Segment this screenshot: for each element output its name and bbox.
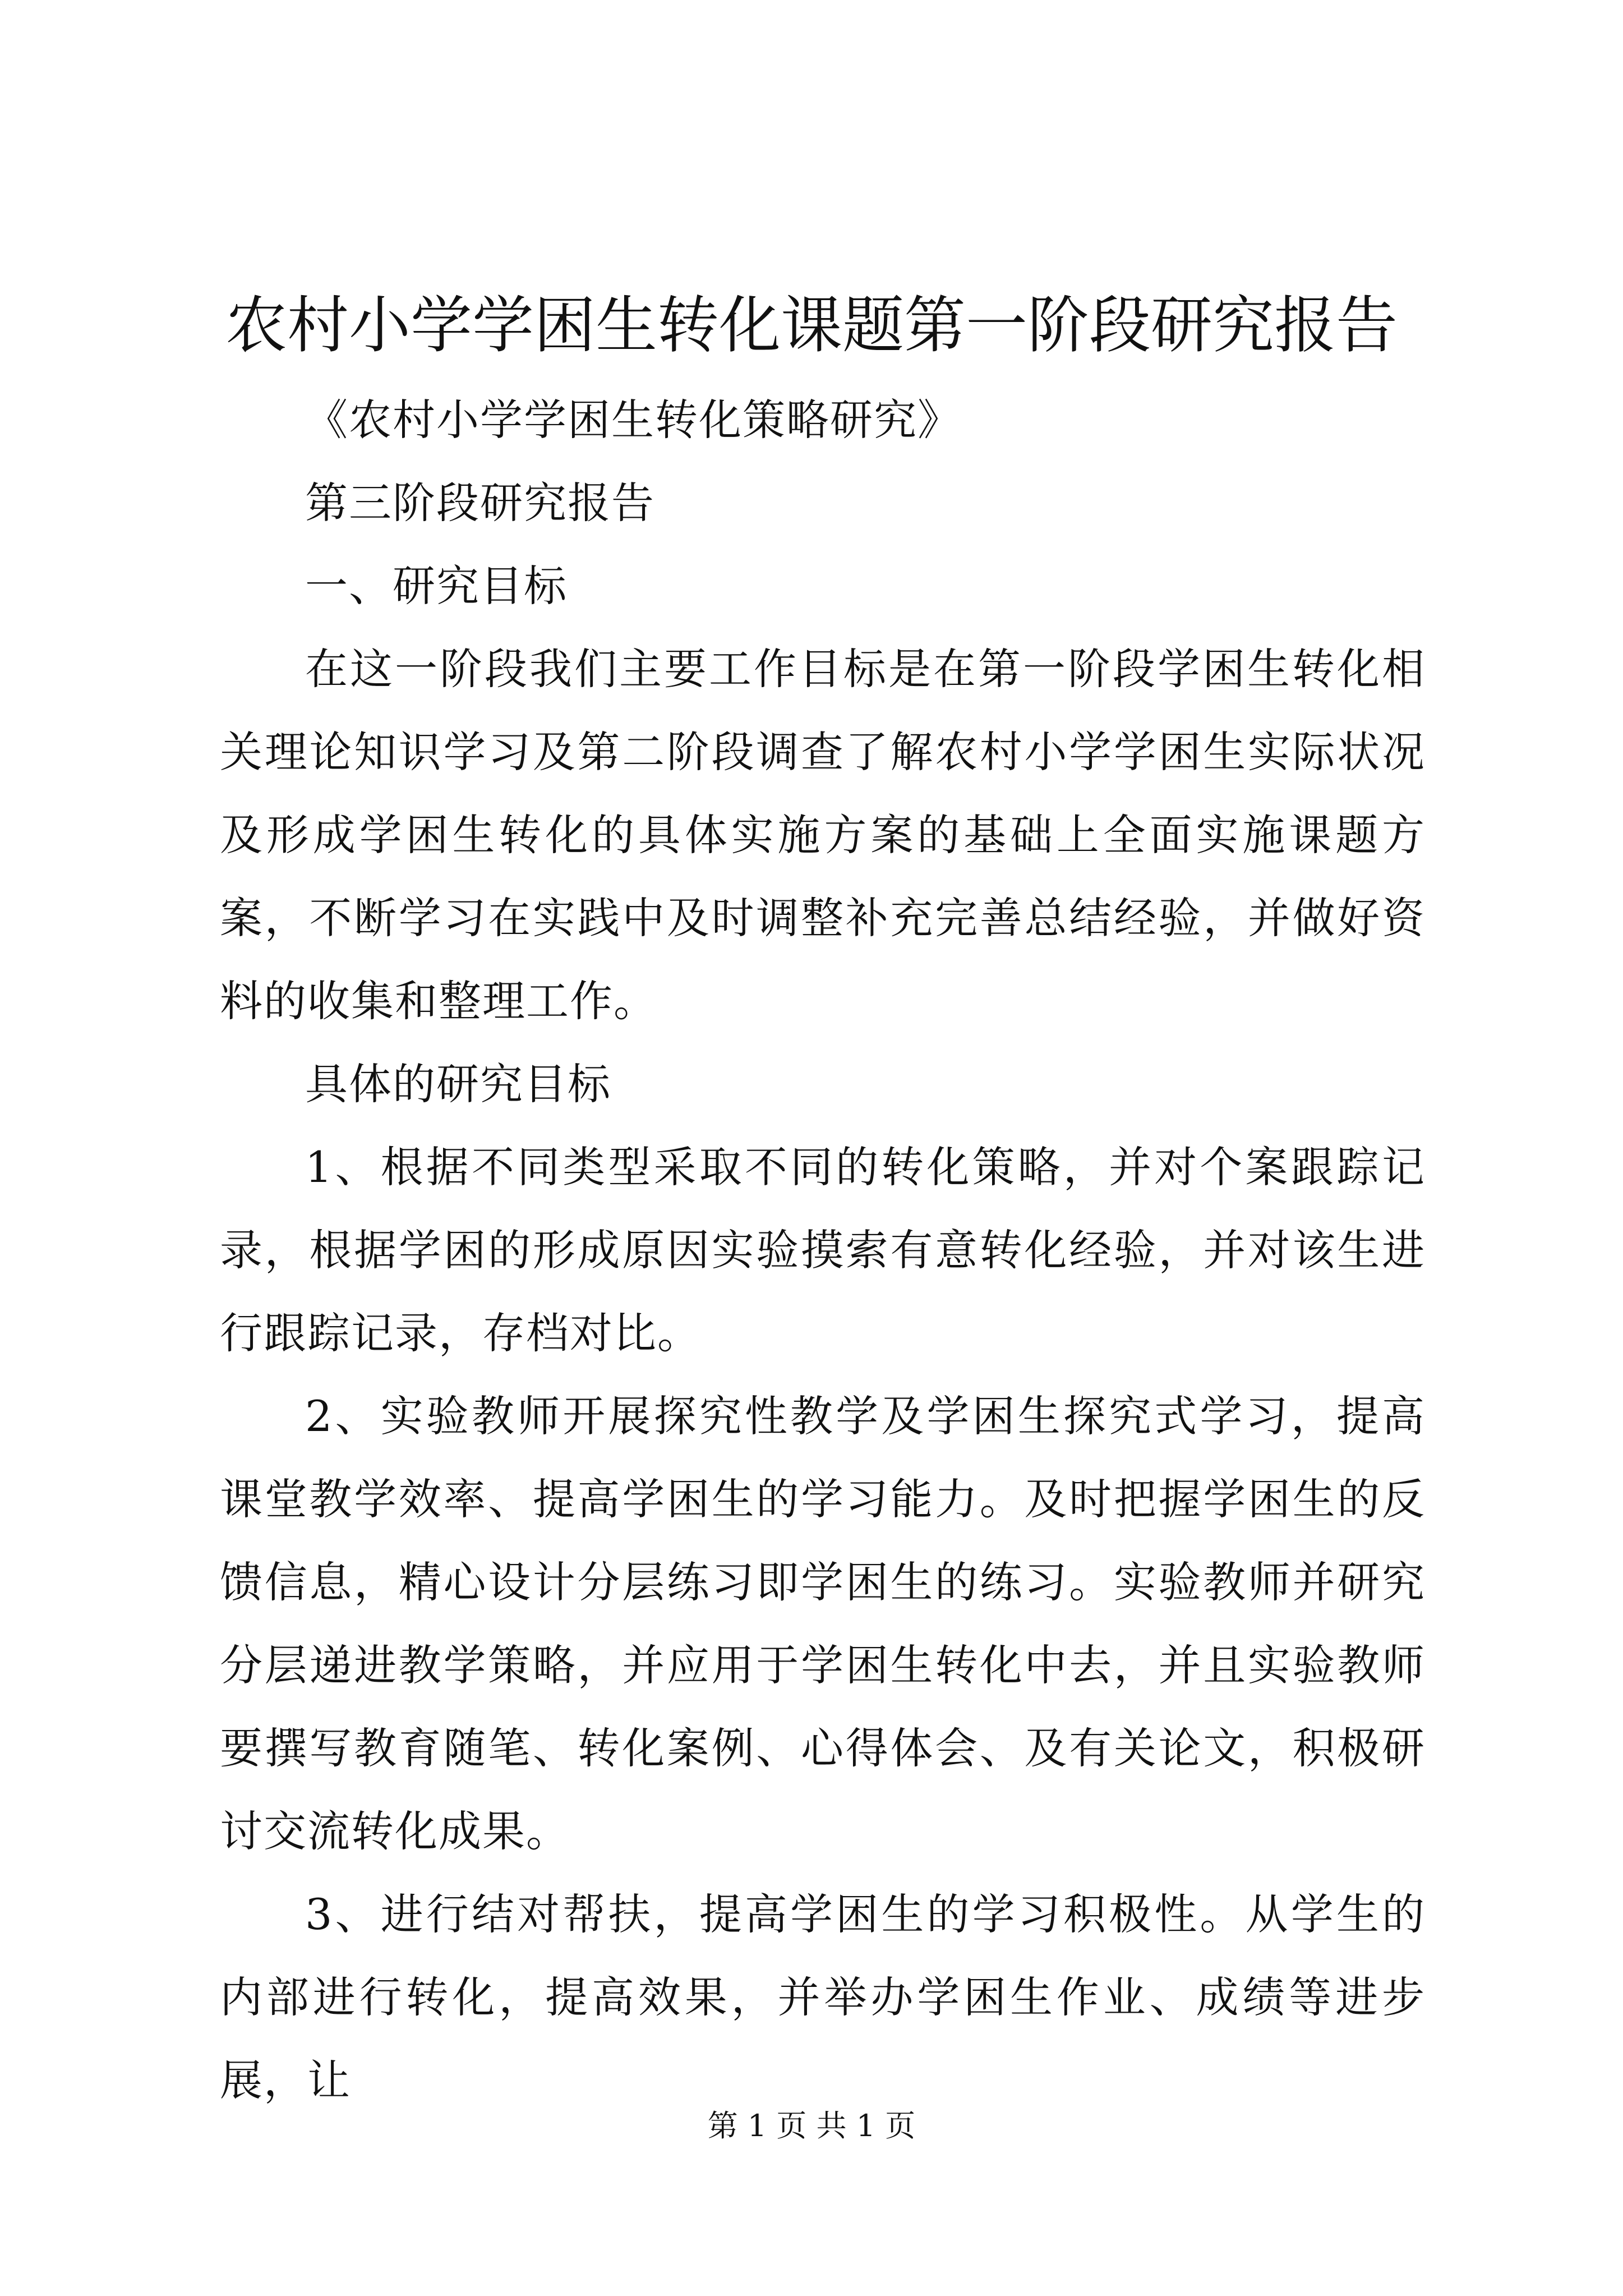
paragraph-goal-2: 2、实验教师开展探究性教学及学困生探究式学习，提高课堂教学效率、提高学困生的学习能力。及时把握学困生的反馈信息，精心设计分层练习即学困生的练习。实验教师并研究分层递进教学策略，并应用于学困生转化中去，并且实验教师要撰写教育随笔、转化案例、心得体会、及有关论文，积极研讨交流转化成果。: [220, 1391, 1426, 1856]
page-number-label: 第 1 页 共 1 页: [707, 2108, 916, 2143]
paragraph-goal-3: 3、进行结对帮扶，提高学困生的学习积极性。从学生的内部进行转化，提高效果，并举办学困生作业、成绩等进步展，让: [220, 1889, 1426, 2105]
paragraph-stage: 第三阶段研究报告: [305, 478, 655, 528]
document-body: [220, 379, 1426, 2122]
page-footer: [0, 2106, 1623, 2146]
paragraph-subject: 《农村小学学困生转化策略研究》: [305, 395, 961, 445]
paragraph-goal-overview: 在这一阶段我们主要工作目标是在第一阶段学困生转化相关理论知识学习及第二阶段调查了解农村小学学困生实际状况及形成学困生转化的具体实施方案的基础上全面实施课题方案，不断学习在实践中及时调整补充完善总结经验，并做好资料的收集和整理工作。: [220, 644, 1426, 1026]
section-heading-goals: 一、研究目标: [305, 561, 568, 611]
subheading-specific-goals: 具体的研究目标: [305, 1059, 611, 1109]
document-title: 农村小学学困生转化课题第一阶段研究报告: [225, 289, 1398, 361]
paragraph-goal-1: 1、根据不同类型采取不同的转化策略，并对个案跟踪记录，根据学困的形成原因实验摸索有意转化经验，并对该生进行跟踪记录，存档对比。: [220, 1142, 1426, 1358]
